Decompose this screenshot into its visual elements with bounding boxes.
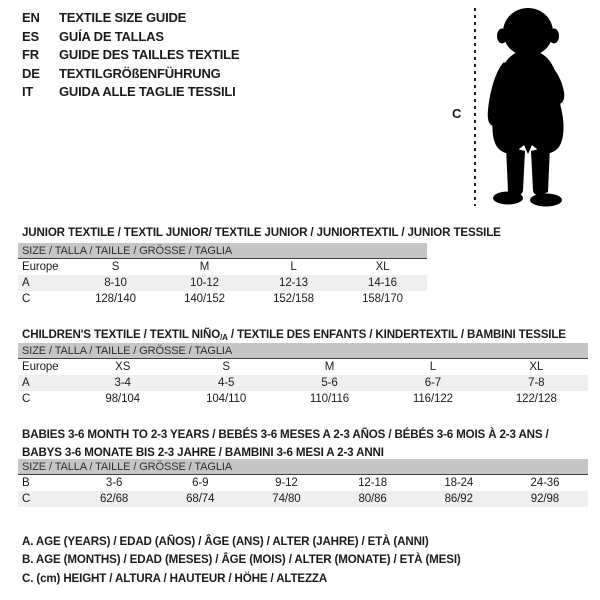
table-cell: 3-4: [114, 377, 131, 389]
table-cell: 10-12: [190, 277, 219, 289]
table-cell: 7-8: [528, 377, 545, 389]
size-header-text: SIZE / TALLA / TAILLE / GRÖSSE / TAGLIA: [22, 460, 233, 473]
table-header-row: [18, 359, 588, 375]
table-cell: 104/110: [206, 393, 247, 405]
language-code: IT: [22, 84, 34, 99]
table-cell: 12-13: [279, 277, 308, 289]
size-column-header: XS: [115, 361, 131, 373]
table-cell: 3-6: [105, 477, 123, 489]
language-code: ES: [22, 28, 39, 44]
guide-title: GUIDA ALLE TAGLIE TESSILI: [59, 84, 236, 99]
guide-title: TEXTILE SIZE GUIDE: [59, 10, 187, 25]
language-code: FR: [22, 47, 39, 62]
guide-title: GUÍA DE TALLAS: [59, 28, 164, 44]
toddler-silhouette-icon: [482, 6, 574, 208]
children-size-table: [18, 343, 588, 407]
table-cell: 80/86: [358, 493, 387, 505]
footnote-a: A. AGE (YEARS) / EDAD (AÑOS) / ÂGE (ANS) / ALTER (JAHRE) / ETÀ (ANNI): [22, 535, 429, 548]
table-cell: 140/152: [184, 293, 225, 305]
language-code: EN: [22, 10, 40, 25]
table-cell: 68/74: [186, 493, 215, 505]
height-measure-label: C: [452, 106, 462, 121]
size-header-bar: [18, 243, 427, 259]
babies-title-line: BABYS 3-6 MONATE BIS 2-3 JAHRE / BAMBINI 3-6 MESI A 2-3 ANNI: [22, 445, 384, 459]
table-cell: 74/80: [272, 493, 301, 505]
row-label: A: [22, 377, 30, 389]
table-row: [18, 475, 588, 491]
height-measure-line: [474, 8, 476, 206]
children-title-subscript: /A: [220, 332, 228, 342]
table-cell: 9-12: [275, 477, 298, 489]
table-cell: 110/116: [309, 393, 350, 405]
footnote-c: C. (cm) HEIGHT / ALTURA / HAUTEUR / HÖHE / ALTEZZA: [22, 571, 328, 585]
language-row: [22, 46, 239, 65]
row-label: C: [22, 393, 31, 405]
table-cell: 92/98: [530, 493, 560, 505]
size-column-header: XL: [375, 261, 390, 273]
size-column-header: S: [222, 361, 230, 373]
babies-size-table: [18, 459, 588, 507]
table-cell: 116/122: [412, 393, 453, 405]
table-cell: 122/128: [515, 393, 557, 405]
size-header-bar: [18, 459, 588, 475]
table-row: [18, 491, 588, 507]
table-row: [18, 375, 588, 391]
language-row: [22, 83, 239, 102]
language-code: DE: [22, 65, 40, 81]
table-cell: 12-18: [358, 477, 388, 489]
region-label: Europe: [22, 261, 59, 273]
table-cell: 5-6: [321, 377, 338, 389]
table-row: [18, 275, 427, 291]
size-column-header: L: [290, 261, 297, 273]
junior-size-table: [18, 243, 427, 307]
table-cell: 86/92: [444, 493, 473, 505]
region-label: Europe: [22, 361, 59, 373]
row-label: C: [22, 493, 31, 505]
table-cell: 18-24: [444, 477, 474, 489]
table-cell: 6-7: [424, 377, 442, 389]
row-label: C: [22, 293, 31, 305]
table-cell: 128/140: [95, 293, 136, 305]
size-column-header: M: [324, 361, 335, 373]
table-cell: 6-9: [192, 477, 209, 489]
language-row: [22, 65, 239, 84]
table-cell: 152/158: [273, 293, 314, 305]
table-cell: 4-5: [217, 377, 235, 389]
table-cell: 24-36: [530, 477, 560, 489]
table-row: [18, 291, 427, 307]
children-title-part: CHILDREN'S TEXTILE / TEXTIL NIÑO: [22, 327, 221, 341]
table-cell: 8-10: [104, 277, 127, 289]
guide-title: GUIDE DES TAILLES TEXTILE: [59, 47, 240, 62]
junior-section-title: JUNIOR TEXTILE / TEXTIL JUNIOR/ TEXTILE JUNIOR / JUNIORTEXTIL / JUNIOR TESSILE: [22, 225, 501, 239]
footnote-b: B. AGE (MONTHS) / EDAD (MESES) / ÂGE (MOIS) / ALTER (MONATE) / ETÀ (MESI): [22, 553, 461, 567]
size-header-text: SIZE / TALLA / TAILLE / GRÖSSE / TAGLIA: [22, 344, 233, 357]
language-row: [22, 9, 239, 28]
row-label: B: [22, 477, 30, 489]
size-column-header: L: [429, 361, 437, 373]
table-header-row: [18, 259, 427, 275]
size-column-header: S: [111, 261, 120, 273]
table-cell: 98/104: [105, 393, 140, 405]
children-title-part: / TEXTILE DES ENFANTS / KINDERTEXTIL / BAMBINI TESSILE: [227, 327, 566, 341]
table-cell: 62/68: [99, 493, 129, 505]
language-row: [22, 28, 239, 47]
size-header-bar: [18, 343, 588, 359]
size-column-header: XL: [529, 361, 544, 373]
row-label: A: [22, 277, 30, 289]
guide-title: TEXTILGRÖßENFÜHRUNG: [59, 65, 221, 81]
babies-section-title: [22, 426, 549, 462]
size-column-header: M: [199, 261, 210, 273]
table-row: [18, 391, 588, 407]
table-cell: 158/170: [362, 293, 403, 305]
size-header-text: SIZE / TALLA / TAILLE / GRÖSSE / TAGLIA: [22, 244, 233, 257]
babies-title-line: BABIES 3-6 MONTH TO 2-3 YEARS / BEBÉS 3-6 MESES A 2-3 AÑOS / BÉBÉS 3-6 MOIS À 2-3 ANS /: [22, 427, 549, 441]
footnotes: [22, 533, 461, 588]
table-cell: 14-16: [368, 277, 397, 289]
language-title-list: [22, 9, 239, 102]
